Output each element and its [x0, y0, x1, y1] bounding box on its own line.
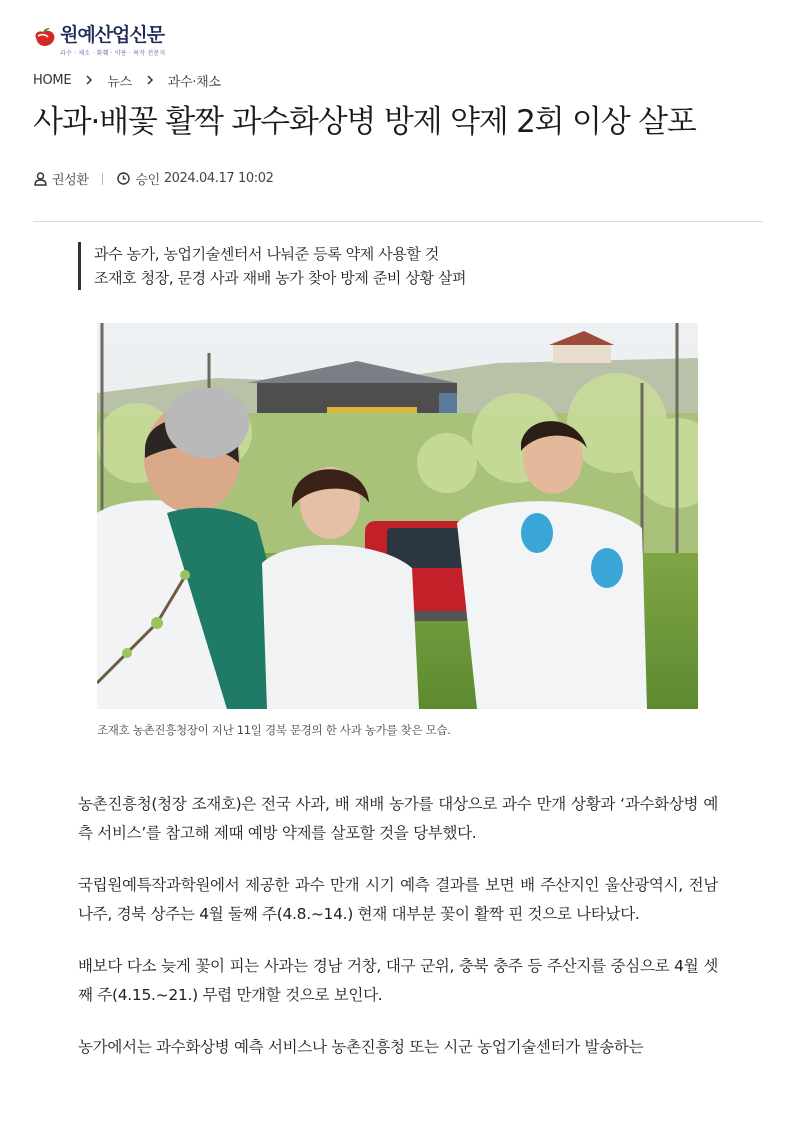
photo-caption: 조재호 농촌진흥청장이 지난 11일 경북 문경의 한 사과 농가를 찾은 모습.	[97, 723, 451, 737]
article-paragraph: 농가에서는 과수화상병 예측 서비스나 농촌진흥청 또는 시군 농업기술센터가 발송하는	[78, 1038, 644, 1056]
breadcrumb-news[interactable]: 뉴스	[107, 75, 132, 90]
article-paragraph: 배보다 다소 늦게 꽃이 피는 사과는 경남 거창, 대구 군위, 충북 충주 등 주산지를 중심으로 4월 셋째 주(4.15.~21.) 무렵 만개할 것으로 보인다.	[78, 957, 718, 1004]
article-paragraph: 농촌진흥청(청장 조재호)은 전국 사과, 배 재배 농가를 대상으로 과수 만개 상황과 ‘과수화상병 예측 서비스’를 참고해 제때 예방 약제를 살포할 것을 당부했다.	[78, 795, 718, 842]
article-photo	[97, 323, 698, 709]
approved-label: 승인	[135, 173, 160, 188]
site-logo[interactable]	[33, 24, 165, 57]
chevron-right-icon	[146, 74, 154, 88]
article-summary	[78, 242, 466, 290]
article-title: 사과·배꽃 활짝 과수화상병 방제 약제 2회 이상 살포	[33, 104, 696, 140]
logo-name: 원예산업신문	[60, 24, 165, 46]
orchard-visit-photo	[97, 323, 698, 709]
logo-tagline: 과수 · 채소 · 화훼 · 약용 · 특작 전문지	[60, 50, 166, 57]
article-body	[78, 790, 718, 1085]
clock-icon	[117, 172, 130, 185]
apple-logo-icon	[33, 27, 57, 49]
person-icon	[34, 172, 47, 186]
breadcrumb-category[interactable]: 과수·채소	[167, 75, 221, 90]
summary-line: 조재호 청장, 문경 사과 재배 농가 찾아 방제 준비 상황 살펴	[94, 269, 467, 287]
breadcrumb-home[interactable]: HOME	[33, 73, 72, 88]
article-paragraph: 국립원예특작과학원에서 제공한 과수 만개 시기 예측 결과를 보면 배 주산지인 울산광역시, 전남 나주, 경북 상주는 4월 둘째 주(4.8.~14.) 현재 대부분 꽃이 활짝 핀 것으로 나타났다.	[78, 876, 718, 923]
breadcrumb	[33, 71, 221, 90]
meta-divider	[102, 173, 103, 185]
header-divider	[33, 221, 763, 222]
summary-line: 과수 농가, 농업기술센터서 나눠준 등록 약제 사용할 것	[94, 245, 439, 263]
author-name[interactable]: 권성환	[52, 173, 89, 188]
chevron-right-icon	[85, 74, 93, 88]
article-meta	[34, 169, 273, 188]
approved-date: 2024.04.17 10:02	[163, 171, 274, 186]
